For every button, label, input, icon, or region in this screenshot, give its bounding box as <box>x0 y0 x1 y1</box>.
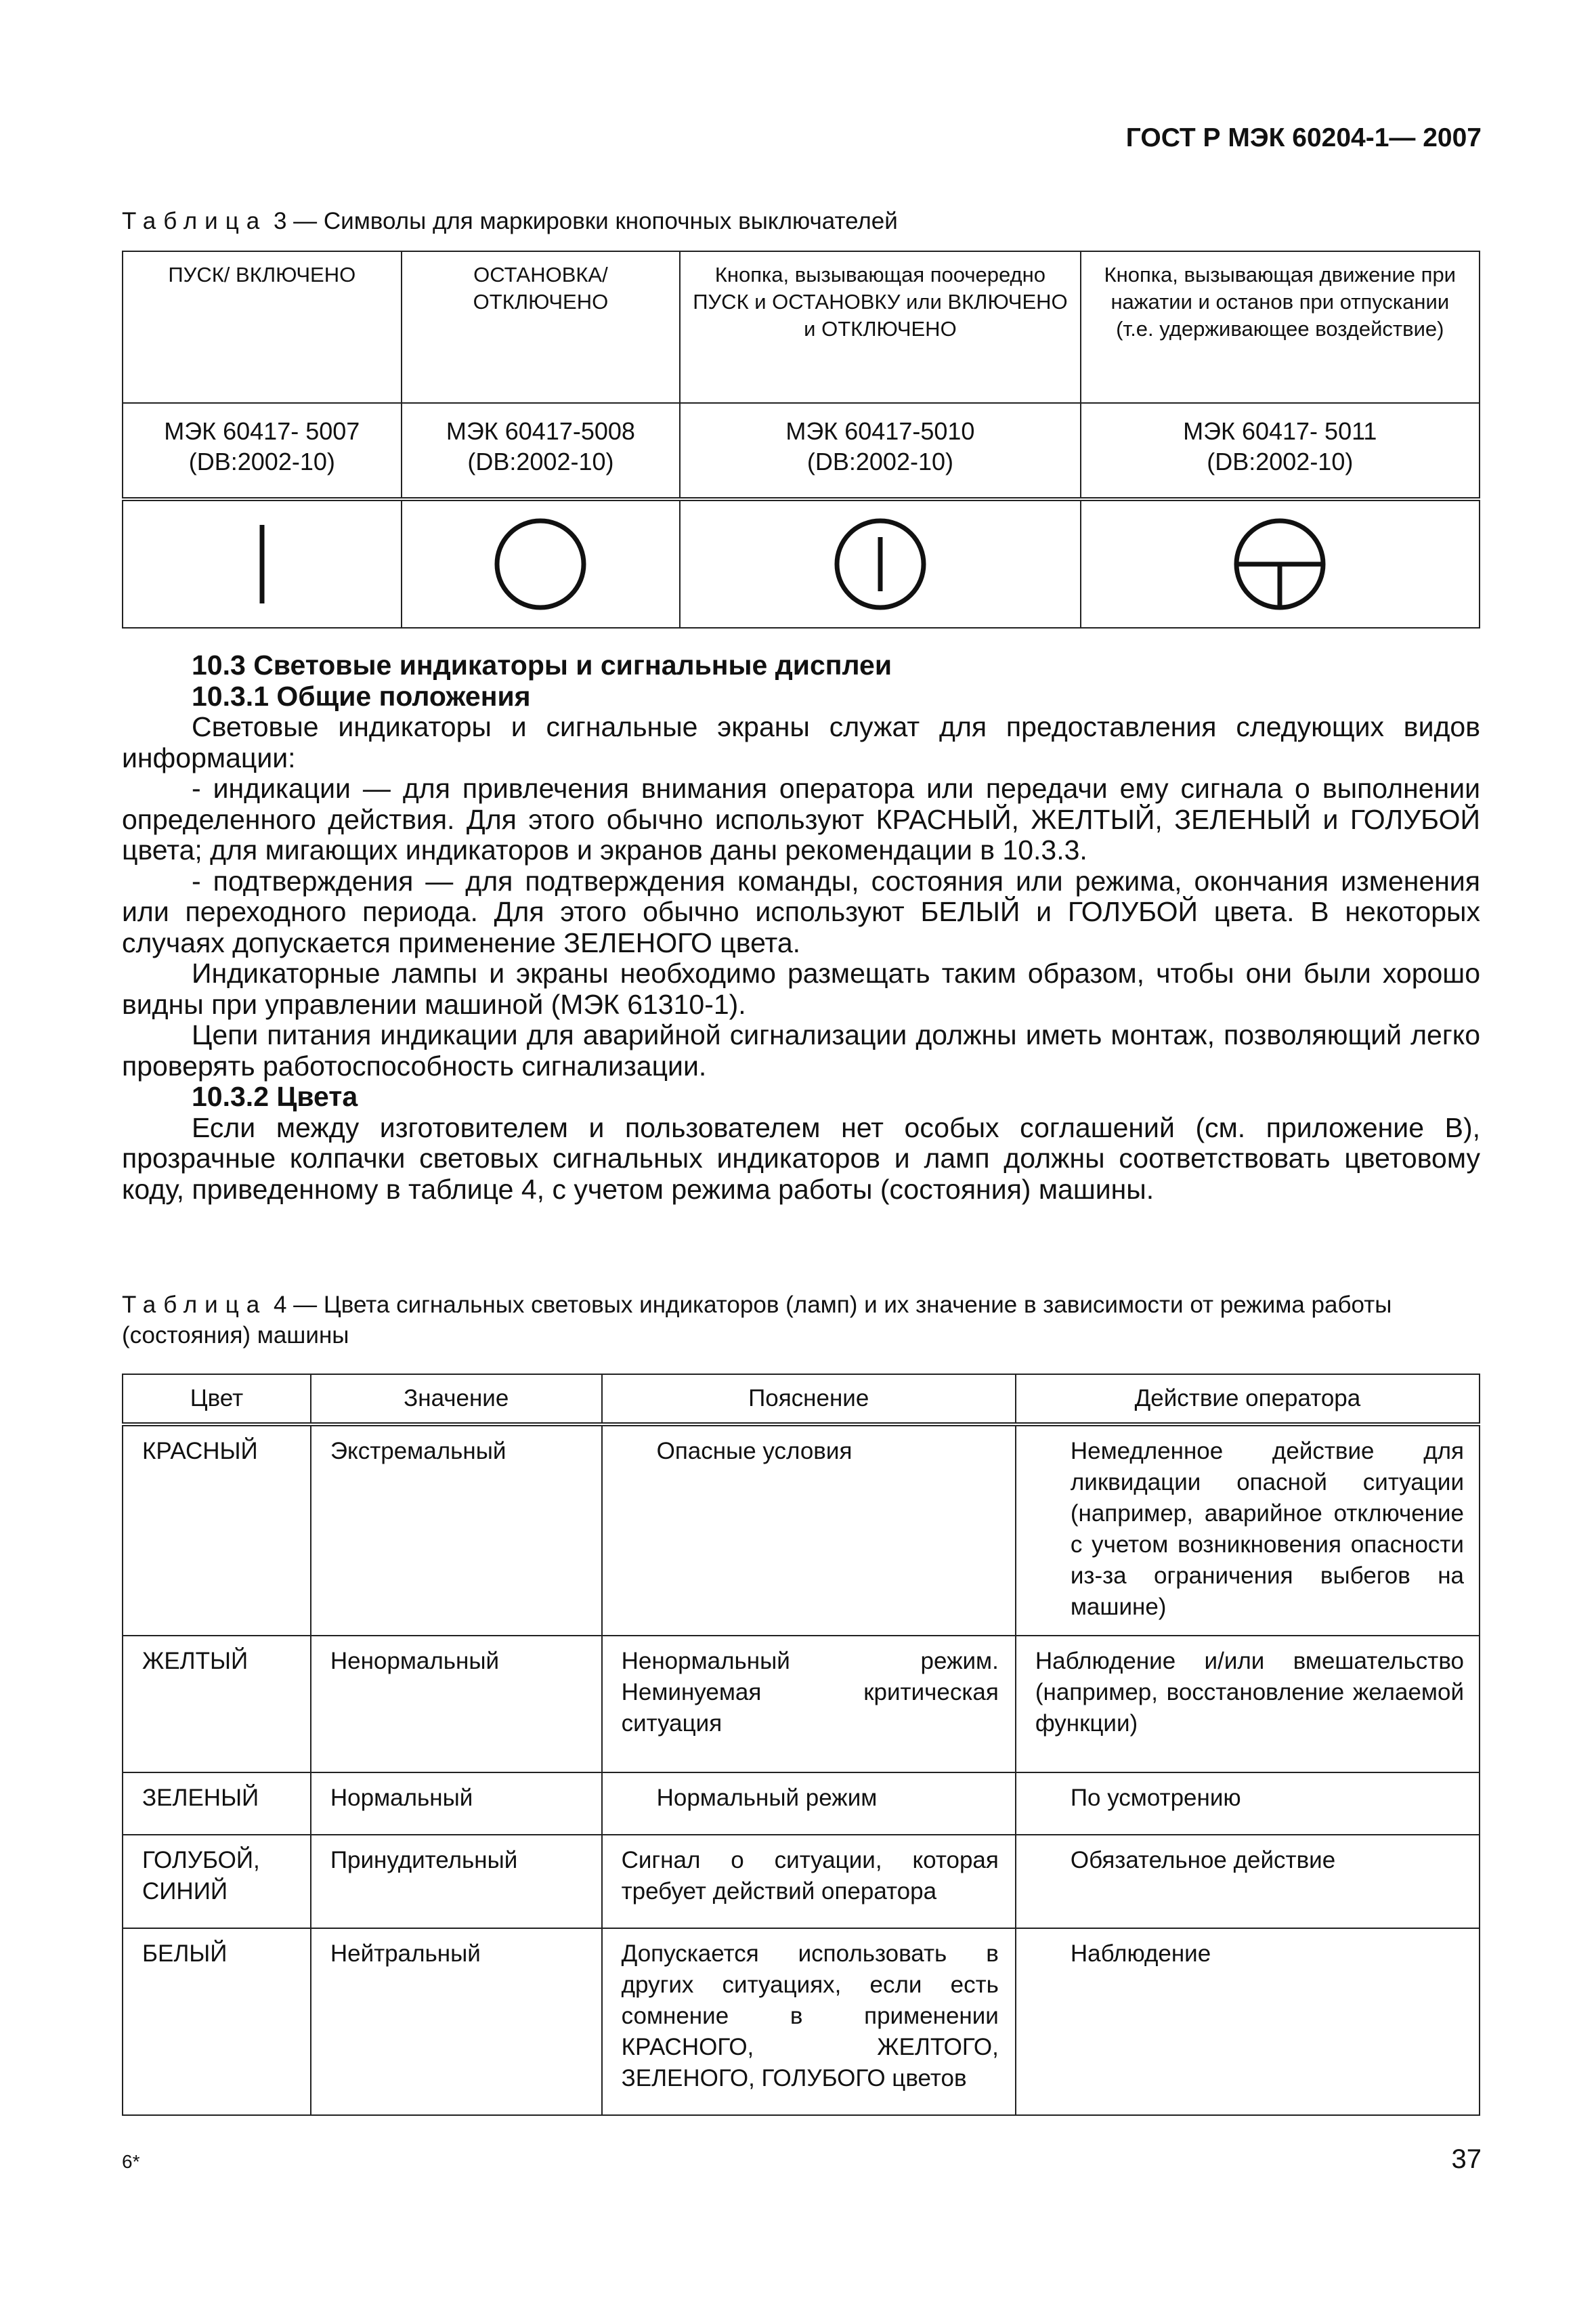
paragraph: - индикации — для привлечения внимания оператора или передачи ему сигнала о выполнении определенного действия. Для этого обычно используют КРАСНЫЙ, ЖЕЛТЫЙ, ЗЕЛЕНЫЙ и ГОЛУБОЙ цвета; для мигающих индикаторов и экранов даны рекомендации в 10.3.3. <box>122 773 1480 866</box>
table4-caption-text: 4 — Цвета сигнальных световых индикаторов (ламп) и их значение в зависимости от режима работы (состояния) машины <box>122 1292 1392 1348</box>
paragraph: Если между изготовителем и пользователем нет особых соглашений (см. приложение В), прозрачные колпачки световых сигнальных индикаторов и ламп должны соответствовать цветовому коду, приведенному в таблице 4, с учетом режима работы (состояния) машины. <box>122 1111 1480 1205</box>
table-row <box>123 1835 1480 1928</box>
table-cell: Сигнал о ситуации, которая требует действий оператора <box>602 1835 1016 1928</box>
db-date: (DB:2002-10) <box>806 448 953 475</box>
table4-header-cell: Пояснение <box>602 1374 1016 1424</box>
table4-caption <box>122 1290 1483 1350</box>
table-cell: Нейтральный <box>311 1928 602 2115</box>
table-cell: Экстремальный <box>311 1424 602 1636</box>
section-heading: 10.3 Световые индикаторы и сигнальные дисплеи <box>192 650 892 681</box>
paragraph: Индикаторные лампы и экраны необходимо размещать таким образом, чтобы они были хорошо видны при управлении машиной (МЭК 61310-1). <box>122 958 1480 1020</box>
table-cell: Нормальный <box>311 1772 602 1835</box>
circle-with-line-symbol-icon <box>829 513 931 615</box>
table3-caption-text: 3 — Символы для маркировки кнопочных выключателей <box>267 208 898 234</box>
table3-header-cell: ПУСК/ ВКЛЮЧЕНО <box>123 251 402 403</box>
circle-with-t-symbol-icon <box>1229 513 1331 615</box>
table3-symbol-cell <box>680 499 1080 628</box>
table-cell: КРАСНЫЙ <box>123 1424 311 1636</box>
table-cell: ГОЛУБОЙ, СИНИЙ <box>123 1835 311 1928</box>
subsection-heading: 10.3.1 Общие положения <box>192 680 531 712</box>
table-cell: Принудительный <box>311 1835 602 1928</box>
iec-code: МЭК 60417-5008 <box>446 417 635 445</box>
table3-header-row <box>123 251 1480 403</box>
table-cell: Ненормальный режим. Неминуемая критическая ситуация <box>602 1636 1016 1772</box>
table4 <box>122 1374 1480 2116</box>
table4-header-cell: Действие оператора <box>1016 1374 1480 1424</box>
table3-caption-lead: Таблица <box>122 208 267 234</box>
iec-code: МЭК 60417- 5007 <box>164 417 360 445</box>
table3-reference-row <box>123 403 1480 499</box>
table3-symbol-row <box>123 499 1480 628</box>
table-row <box>123 1772 1480 1835</box>
subsection-heading: 10.3.2 Цвета <box>192 1081 358 1112</box>
table4-header-cell: Значение <box>311 1374 602 1424</box>
section-10-3 <box>122 650 1480 1205</box>
db-date: (DB:2002-10) <box>1207 448 1354 475</box>
page-number: 37 <box>1451 2144 1482 2174</box>
paragraph: - подтверждения — для подтверждения команды, состояния или режима, окончания изменения или переходного периода. Для этого обычно используют БЕЛЫЙ и ГОЛУБОЙ цвета. В некоторых случаях допускается применение ЗЕЛЕНОГО цвета. <box>122 865 1480 958</box>
table-cell: Ненормальный <box>311 1636 602 1772</box>
signature-mark: 6* <box>122 2151 140 2172</box>
running-head: ГОСТ Р МЭК 60204-1— 2007 <box>1125 123 1482 152</box>
table-row <box>123 1636 1480 1772</box>
table-cell: ЖЕЛТЫЙ <box>123 1636 311 1772</box>
table-cell: Допускается использовать в других ситуациях, если есть сомнение в применении КРАСНОГО, ЖЕЛТОГО, ЗЕЛЕНОГО, ГОЛУБОГО цветов <box>602 1928 1016 2115</box>
table3-symbol-cell <box>402 499 681 628</box>
db-date: (DB:2002-10) <box>467 448 614 475</box>
table3-header-cell: Кнопка, вызывающая движение при нажатии и останов при отпускании (т.е. удерживающее воздействие) <box>1081 251 1480 403</box>
table-row <box>123 1424 1480 1636</box>
table3 <box>122 251 1480 629</box>
table-cell: Наблюдение <box>1016 1928 1480 2115</box>
table-cell: Нормальный режим <box>602 1772 1016 1835</box>
table-cell: ЗЕЛЕНЫЙ <box>123 1772 311 1835</box>
table-cell: БЕЛЫЙ <box>123 1928 311 2115</box>
table4-caption-lead: Таблица <box>122 1292 267 1318</box>
table4-header-cell: Цвет <box>123 1374 311 1424</box>
table-cell: Немедленное действие для ликвидации опасной ситуации (например, аварийное отключение с учетом возникновения опасности из-за ограничения выбегов на машине) <box>1016 1424 1480 1636</box>
table-cell: Наблюдение и/или вмешательство (например, восстановление желаемой функции) <box>1016 1636 1480 1772</box>
db-date: (DB:2002-10) <box>188 448 335 475</box>
line-symbol-icon <box>242 517 282 612</box>
table3-header-cell: ОСТАНОВКА/ ОТКЛЮЧЕНО <box>402 251 681 403</box>
paragraph: Световые индикаторы и сигнальные экраны служат для предоставления следующих видов информации: <box>122 711 1480 773</box>
table3-reference-cell <box>123 403 402 499</box>
table-row <box>123 1928 1480 2115</box>
table3-reference-cell <box>1081 403 1480 499</box>
table3-reference-cell <box>680 403 1080 499</box>
table3-header-cell: Кнопка, вызывающая поочередно ПУСК и ОСТАНОВКУ или ВКЛЮЧЕНО и ОТКЛЮЧЕНО <box>680 251 1080 403</box>
iec-code: МЭК 60417-5010 <box>785 417 975 445</box>
table-cell: По усмотрению <box>1016 1772 1480 1835</box>
table3-reference-cell <box>402 403 681 499</box>
iec-code: МЭК 60417- 5011 <box>1183 417 1377 445</box>
table3-symbol-cell <box>123 499 402 628</box>
circle-symbol-icon <box>490 513 591 615</box>
table-cell: Опасные условия <box>602 1424 1016 1636</box>
table4-header-row <box>123 1374 1480 1424</box>
table3-caption <box>122 206 1483 236</box>
table3-symbol-cell <box>1081 499 1480 628</box>
paragraph: Цепи питания индикации для аварийной сигнализации должны иметь монтаж, позволяющий легко проверять работоспособность сигнализации. <box>122 1019 1480 1082</box>
table-cell: Обязательное действие <box>1016 1835 1480 1928</box>
